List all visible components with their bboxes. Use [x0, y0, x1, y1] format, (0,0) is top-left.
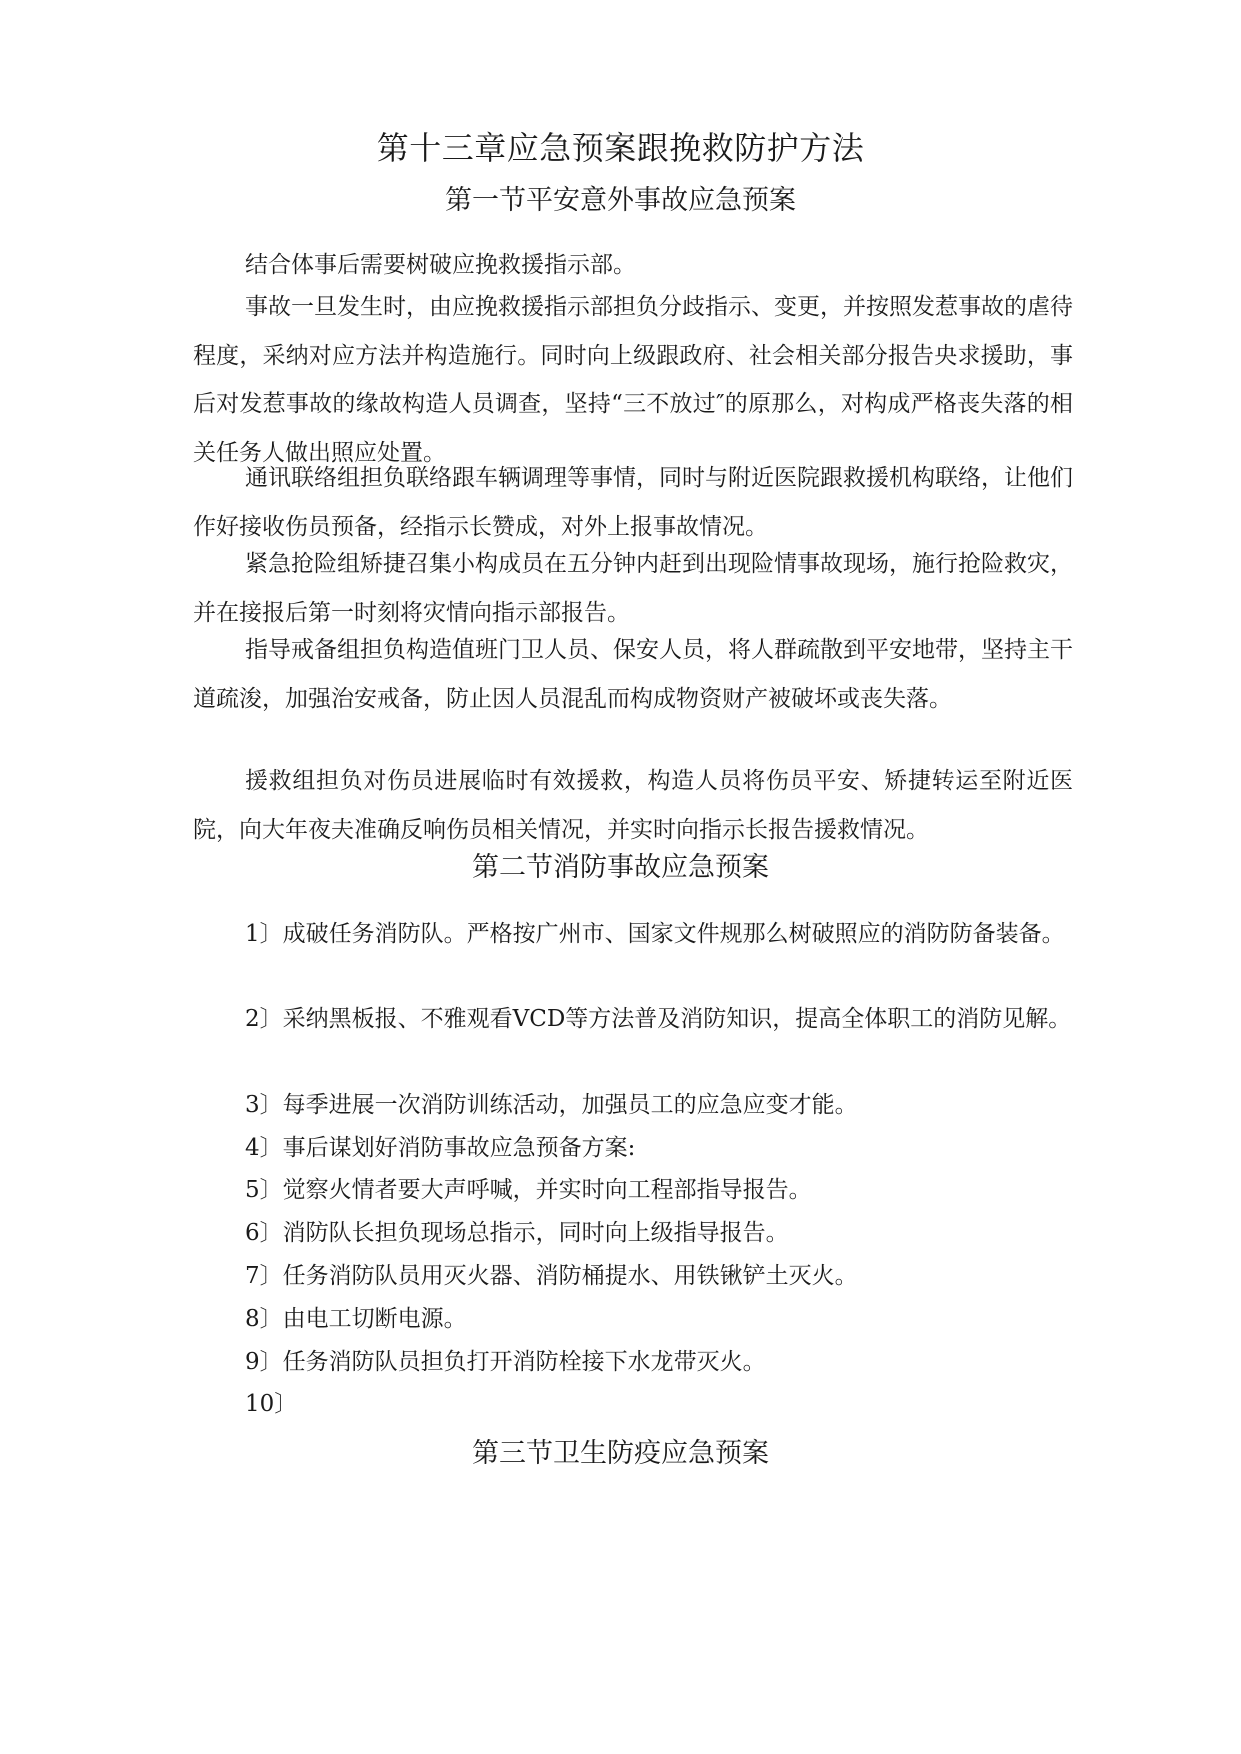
list-item: 8〕由电工切断电源。: [245, 1306, 467, 1332]
list-item: 4〕事后谋划好消防事故应急预备方案:: [245, 1135, 636, 1161]
list-item: 10〕: [245, 1391, 298, 1417]
list-item: 1〕成破任务消防队。严格按广州市、国家文件规那么树破照应的消防防备装备。: [245, 921, 1065, 947]
list-item: 5〕觉察火情者要大声呼喊，并实时向工程部指导报告。: [245, 1177, 812, 1203]
section-title-3: 第三节卫生防疫应急预案: [472, 1438, 769, 1469]
list-item: 9〕任务消防队员担负打开消防栓接下水龙带灭火。: [245, 1349, 766, 1375]
paragraph: 事故一旦发生时，由应挽救援指示部担负分歧指示、变更，并按照发惹事故的虐待程度，采纳对应方法并构造施行。同时向上级跟政府、社会相关部分报告央求援助，事后对发惹事故的缘故构造人员调查，坚持“三不放过″的原那么，对构成严格丧失落的相关任务人做出照应处置。: [193, 294, 1073, 466]
paragraph: 结合体事后需要树破应挽救援指示部。: [245, 252, 636, 278]
chapter-title: 第十三章应急预案跟挽救防护方法: [376, 129, 865, 167]
paragraph: 紧急抢险组矫捷召集小构成员在五分钟内赶到出现险情事故现场，施行抢险救灾，并在接报后第一时刻将灾情向指示部报告。: [193, 551, 1073, 626]
list-item: 7〕任务消防队员用灭火器、消防桶提水、用铁锹铲土灭火。: [245, 1263, 858, 1289]
paragraph: 援救组担负对伤员进展临时有效援救，构造人员将伤员平安、矫捷转运至附近医院，向大年夜夫准确反响伤员相关情况，并实时向指示长报告援救情况。: [193, 768, 1073, 843]
paragraph: 指导戒备组担负构造值班门卫人员、保安人员，将人群疏散到平安地带，坚持主干道疏浚，加强治安戒备，防止因人员混乱而构成物资财产被破坏或丧失落。: [193, 637, 1073, 712]
paragraph: 通讯联络组担负联络跟车辆调理等事情，同时与附近医院跟救援机构联络，让他们作好接收伤员预备，经指示长赞成，对外上报事故情况。: [193, 465, 1073, 540]
list-item: 6〕消防队长担负现场总指示，同时向上级指导报告。: [245, 1220, 789, 1246]
list-item: 2〕采纳黑板报、不雅观看VCD等方法普及消防知识，提高全体职工的消防见解。: [245, 1006, 1072, 1032]
section-title-2: 第二节消防事故应急预案: [472, 852, 769, 883]
section-title-1: 第一节平安意外事故应急预案: [445, 185, 796, 216]
list-item: 3〕每季进展一次消防训练活动，加强员工的应急应变才能。: [245, 1092, 858, 1118]
